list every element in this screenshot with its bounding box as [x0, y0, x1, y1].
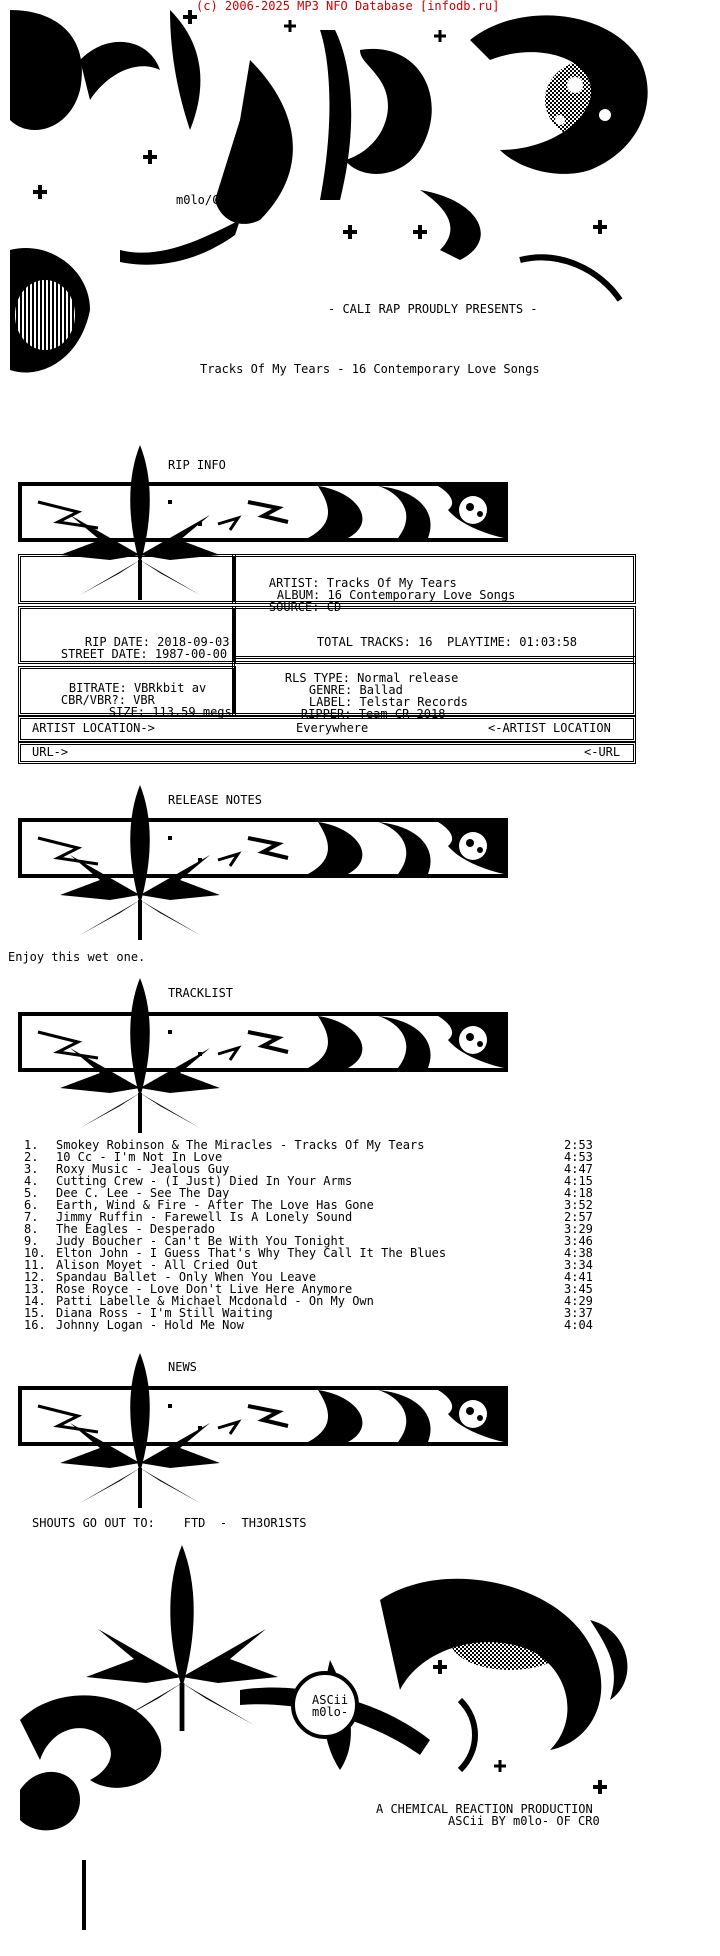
- track-number: 8.: [24, 1222, 39, 1236]
- track-number: 2.: [24, 1150, 39, 1164]
- track-duration: 4:41: [564, 1270, 593, 1284]
- street-date-value: 1987-00-00: [154, 647, 228, 661]
- track-number: 7.: [24, 1210, 39, 1224]
- track-duration: 2:53: [564, 1138, 593, 1152]
- rip-date-value: 2018-09-03: [157, 635, 230, 649]
- album-label: ALBUM:: [276, 588, 321, 602]
- track-number: 4.: [24, 1174, 39, 1188]
- label-value: Telstar Records: [359, 695, 468, 709]
- track-number: 9.: [24, 1234, 39, 1248]
- track-title: Cutting Crew - (I Just) Died In Your Arms: [56, 1174, 353, 1188]
- footer-logo-line1: ASCii: [312, 1693, 349, 1707]
- presents-line: - CALI RAP PROUDLY PRESENTS -: [328, 302, 538, 316]
- track-duration: 3:45: [564, 1282, 593, 1296]
- track-duration: 4:38: [564, 1246, 593, 1260]
- track-title: Jimmy Ruffin - Farewell Is A Lonely Sound: [56, 1210, 353, 1224]
- track-duration: 3:29: [564, 1222, 593, 1236]
- artist-location-left: ARTIST LOCATION->: [32, 721, 155, 735]
- track-duration: 3:46: [564, 1234, 593, 1248]
- size-value: 113.59 megs: [152, 705, 232, 719]
- track-number: 5.: [24, 1186, 39, 1200]
- track-title: Roxy Music - Jealous Guy: [56, 1162, 230, 1176]
- rls-type-label: RLS TYPE:: [284, 671, 350, 685]
- header-art: [10, 10, 648, 376]
- production-line: A CHEMICAL REACTION PRODUCTION: [376, 1802, 593, 1816]
- track-number: 15.: [24, 1306, 46, 1320]
- url-box: [18, 742, 636, 764]
- section-title-rip-info: RIP INFO: [168, 458, 226, 472]
- cbr-vbr-value: VBR: [133, 693, 155, 707]
- rls-type-value: Normal release: [357, 671, 459, 685]
- track-number: 14.: [24, 1294, 46, 1308]
- ascii-credit: ASCii BY m0lo- OF CR0: [448, 1814, 600, 1828]
- track-number: 11.: [24, 1258, 46, 1272]
- table-row: [24, 1318, 593, 1332]
- copyright-notice: (c) 2006-2025 MP3 NFO Database [infodb.ru]: [196, 0, 500, 13]
- track-title: Dee C. Lee - See The Day: [56, 1186, 230, 1200]
- label-label: LABEL:: [308, 695, 353, 709]
- track-title: Elton John - I Guess That's Why They Call It The Blues: [56, 1246, 447, 1260]
- track-title: Judy Boucher - Can't Be With You Tonight: [56, 1234, 345, 1248]
- track-duration: 4:47: [564, 1162, 593, 1176]
- track-number: 16.: [24, 1318, 46, 1332]
- track-number: 10.: [24, 1246, 46, 1260]
- track-number: 3.: [24, 1162, 39, 1176]
- ripper-label: RIPPER:: [300, 707, 352, 721]
- release-title: Tracks Of My Tears - 16 Contemporary Love Songs: [200, 362, 540, 376]
- track-duration: 3:37: [564, 1306, 593, 1320]
- track-duration: 4:04: [564, 1318, 593, 1332]
- track-title: Patti Labelle & Michael Mcdonald - On My Own: [56, 1294, 374, 1308]
- source-label: SOURCE:: [268, 600, 320, 614]
- cbr-vbr-label: CBR/VBR?:: [60, 693, 126, 707]
- artist-location-right: <-ARTIST LOCATION: [488, 721, 611, 735]
- playtime-value: 01:03:58: [519, 635, 578, 649]
- track-title: Earth, Wind & Fire - After The Love Has Gone: [56, 1198, 374, 1212]
- track-duration: 3:52: [564, 1198, 593, 1212]
- playtime-label: PLAYTIME:: [446, 635, 512, 649]
- track-number: 1.: [24, 1138, 39, 1152]
- track-duration: 2:57: [564, 1210, 593, 1224]
- footer-logo-line2: m0lo-: [312, 1705, 349, 1719]
- source-value: CD: [326, 600, 342, 614]
- track-number: 6.: [24, 1198, 39, 1212]
- track-title: Smokey Robinson & The Miracles - Tracks Of My Tears: [56, 1138, 425, 1152]
- shouts-line: SHOUTS GO OUT TO: FTD - TH3OR1STS: [32, 1516, 307, 1530]
- total-tracks-value: 16: [418, 635, 433, 649]
- track-number: 13.: [24, 1282, 46, 1296]
- album-value: 16 Contemporary Love Songs: [327, 588, 516, 602]
- genre-label: GENRE:: [308, 683, 353, 697]
- track-title: Diana Ross - I'm Still Waiting: [56, 1306, 273, 1320]
- section-title-news: NEWS: [168, 1360, 197, 1374]
- genre-value: Ballad: [359, 683, 403, 697]
- track-title: 10 Cc - I'm Not In Love: [56, 1150, 223, 1164]
- track-duration: 4:53: [564, 1150, 593, 1164]
- track-title: Alison Moyet - All Cried Out: [56, 1258, 259, 1272]
- track-title: Rose Royce - Love Don't Live Here Anymore: [56, 1282, 353, 1296]
- track-number: 12.: [24, 1270, 46, 1284]
- track-title: Johnny Logan - Hold Me Now: [56, 1318, 244, 1332]
- track-duration: 4:15: [564, 1174, 593, 1188]
- url-left: URL->: [32, 745, 69, 759]
- track-duration: 4:29: [564, 1294, 593, 1308]
- street-date-label: STREET DATE:: [60, 647, 148, 661]
- rip-info-art-box: [18, 554, 236, 604]
- track-title: Spandau Ballet - Only When You Leave: [56, 1270, 317, 1284]
- track-title: The Eagles - Desperado: [56, 1222, 215, 1236]
- artist-location-value: Everywhere: [296, 721, 369, 735]
- url-right: <-URL: [584, 745, 621, 759]
- section-title-release-notes: RELEASE NOTES: [168, 793, 262, 807]
- release-notes-text: Enjoy this wet one.: [8, 950, 146, 964]
- bitrate-value: VBRkbit av: [133, 681, 207, 695]
- footer-art: [20, 1545, 627, 1930]
- artist-value: Tracks Of My Tears: [326, 576, 457, 590]
- artist-label: ARTIST:: [268, 576, 320, 590]
- track-duration: 4:18: [564, 1186, 593, 1200]
- track-duration: 3:34: [564, 1258, 593, 1272]
- bitrate-label: BITRATE:: [68, 681, 127, 695]
- total-tracks-label: TOTAL TRACKS:: [316, 635, 411, 649]
- section-title-tracklist: TRACKLIST: [168, 986, 234, 1000]
- ripper-value: Team CR 2018: [358, 707, 446, 721]
- size-label: SIZE:: [108, 705, 146, 719]
- artist-tag: m0lo/CR0: [176, 193, 234, 207]
- rip-date-label: RIP DATE:: [84, 635, 150, 649]
